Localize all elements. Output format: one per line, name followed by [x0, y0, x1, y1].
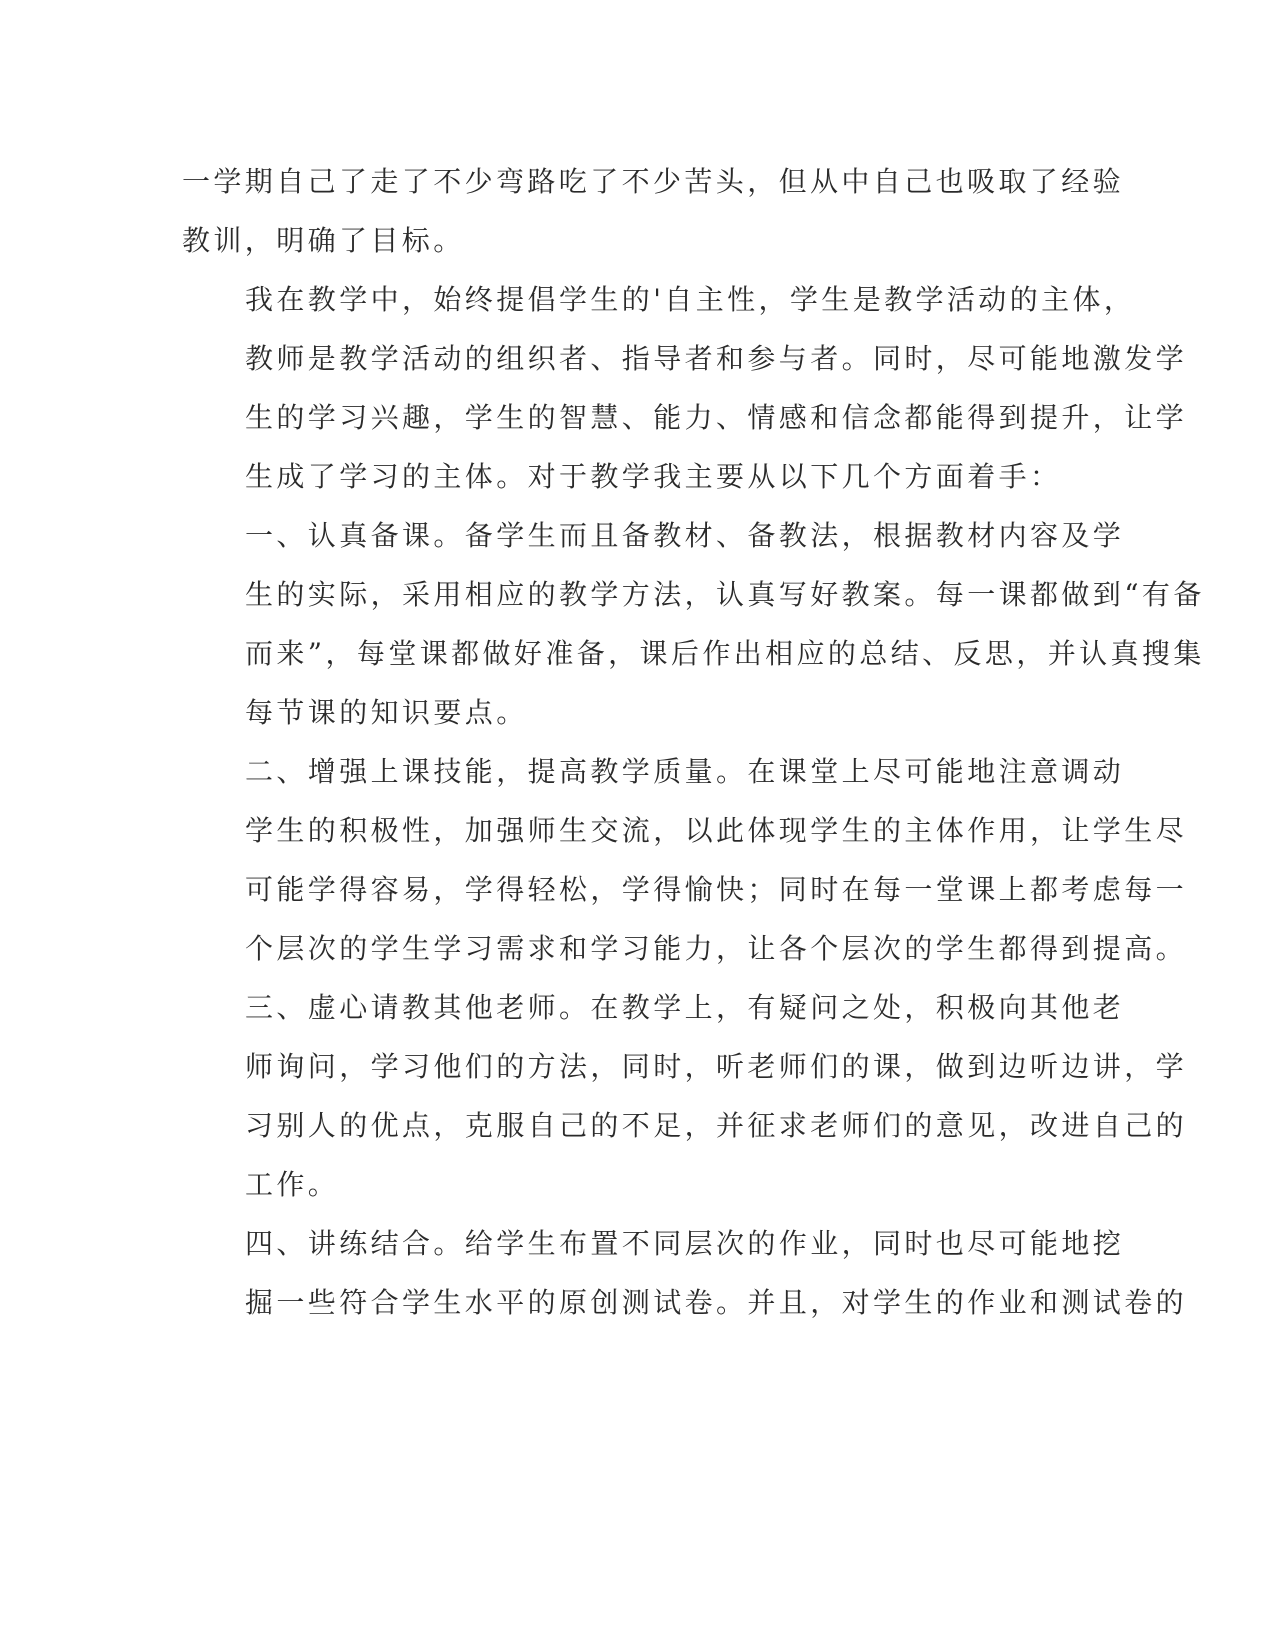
text-line: 可能学得容易，学得轻松，学得愉快；同时在每一堂课上都考虑每一: [245, 873, 1188, 906]
text-line: 学生的积极性，加强师生交流，以此体现学生的主体作用，让学生尽: [245, 814, 1188, 847]
text-line: 我在教学中，始终提倡学生的'自主性，学生是教学活动的主体，: [245, 283, 1136, 316]
paragraph-teaching-skills: [182, 742, 1188, 978]
paragraph-lesson-prep: [182, 506, 1205, 742]
document-body: [182, 152, 1205, 1332]
text-line: 个层次的学生学习需求和学习能力，让各个层次的学生都得到提高。: [245, 932, 1188, 965]
paragraph-continuation: [182, 152, 1125, 270]
text-line: 生成了学习的主体。对于教学我主要从以下几个方面着手：: [245, 460, 1062, 493]
text-line: 教训，明确了目标。: [182, 224, 465, 257]
text-line: 掘一些符合学生水平的原创测试卷。并且，对学生的作业和测试卷的: [245, 1286, 1188, 1319]
text-line: 师询问，学习他们的方法，同时，听老师们的课，做到边听边讲，学: [245, 1050, 1188, 1083]
text-line: 四、讲练结合。给学生布置不同层次的作业，同时也尽可能地挖: [245, 1227, 1125, 1260]
text-line: 一学期自己了走了不少弯路吃了不少苦头，但从中自己也吸取了经验: [182, 165, 1125, 198]
paragraph-practice: [182, 1214, 1188, 1332]
paragraph-student-autonomy: [182, 270, 1188, 506]
text-line: 二、增强上课技能，提高教学质量。在课堂上尽可能地注意调动: [245, 755, 1125, 788]
text-line: 生的学习兴趣，学生的智慧、能力、情感和信念都能得到提升，让学: [245, 401, 1188, 434]
text-line: 习别人的优点，克服自己的不足，并征求老师们的意见，改进自己的: [245, 1109, 1188, 1142]
text-line: 教师是教学活动的组织者、指导者和参与者。同时，尽可能地激发学: [245, 342, 1188, 375]
text-line: 而来”，每堂课都做好准备，课后作出相应的总结、反思，并认真搜集: [245, 637, 1205, 670]
text-line: 三、虚心请教其他老师。在教学上，有疑问之处，积极向其他老: [245, 991, 1125, 1024]
text-line: 一、认真备课。备学生而且备教材、备教法，根据教材内容及学: [245, 519, 1125, 552]
paragraph-consult-teachers: [182, 978, 1188, 1214]
text-line: 每节课的知识要点。: [245, 696, 528, 729]
text-line: 生的实际，采用相应的教学方法，认真写好教案。每一课都做到“有备: [245, 578, 1205, 611]
text-line: 工作。: [245, 1168, 340, 1201]
